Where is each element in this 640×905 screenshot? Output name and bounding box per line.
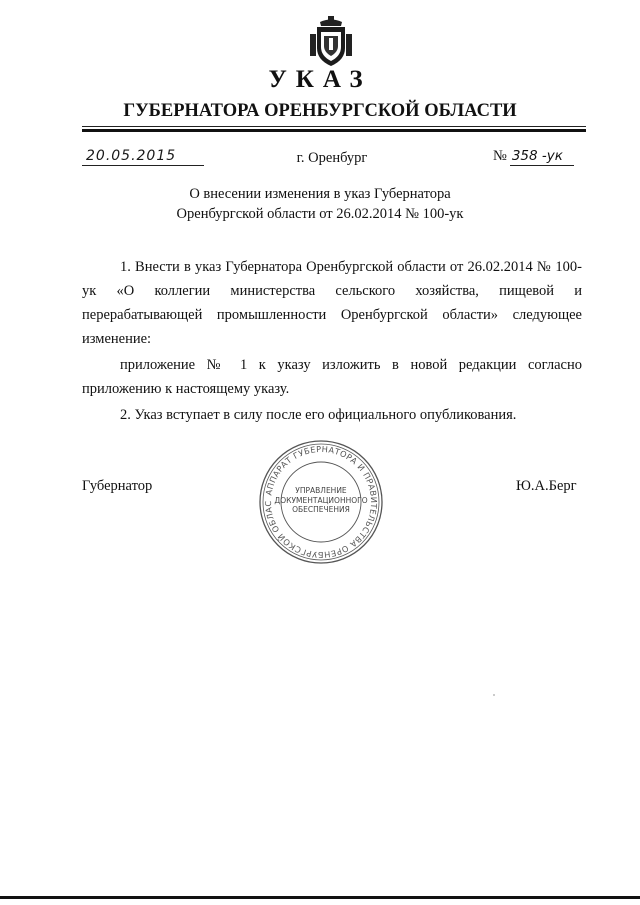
- document-subject: [0, 184, 640, 224]
- paragraph-1: 1. Внести в указ Губернатора Оренбургской области от 26.02.2014 № 100-ук «О коллегии министерства сельского хозяйства, пищевой и перерабатывающей промышленности Оренбургской области» следующее изменение:: [82, 259, 582, 347]
- document-date: 20.05.2015: [82, 147, 204, 166]
- subject-line-1: О внесении изменения в указ Губернатора: [189, 186, 451, 202]
- issuer-title: ГУБЕРНАТОРА ОРЕНБУРГСКОЙ ОБЛАСТИ: [123, 101, 517, 121]
- seal-center-line-1: УПРАВЛЕНИЕ: [295, 486, 347, 495]
- seal-center-line-3: ОБЕСПЕЧЕНИЯ: [292, 505, 350, 514]
- header-divider-thick: [82, 129, 586, 132]
- paragraph-2: приложение № 1 к указу изложить в новой редакции согласно приложению к настоящему указу.: [82, 357, 582, 397]
- seal-center-text: [256, 486, 386, 515]
- document-body: [82, 255, 582, 427]
- number-value: 358 -ук: [510, 147, 574, 166]
- scan-speck: [493, 694, 495, 696]
- seal-ring-text: АППАРАТ ГУБЕРНАТОРА И ПРАВИТЕЛЬСТВА ОРЕНБУРГСКОЙ ОБЛАС: [262, 443, 380, 561]
- document-city: г. Оренбург: [296, 150, 368, 166]
- paragraph-3: 2. Указ вступает в силу после его официального опубликования.: [120, 407, 517, 423]
- seal-center-line-2: ДОКУМЕНТАЦИОННОГО: [274, 495, 368, 505]
- document-type-title: УКАЗ: [268, 66, 372, 93]
- page-bottom-edge: [0, 896, 640, 899]
- document-number: [493, 147, 583, 166]
- subject-line-2: Оренбургской области от 26.02.2014 № 100-ук: [176, 206, 464, 222]
- number-sign: №: [493, 148, 507, 164]
- signatory-title: Губернатор: [82, 478, 153, 494]
- signatory-name: Ю.А.Берг: [516, 478, 577, 494]
- coat-of-arms-icon: [308, 14, 354, 68]
- header-divider-thin: [82, 126, 586, 127]
